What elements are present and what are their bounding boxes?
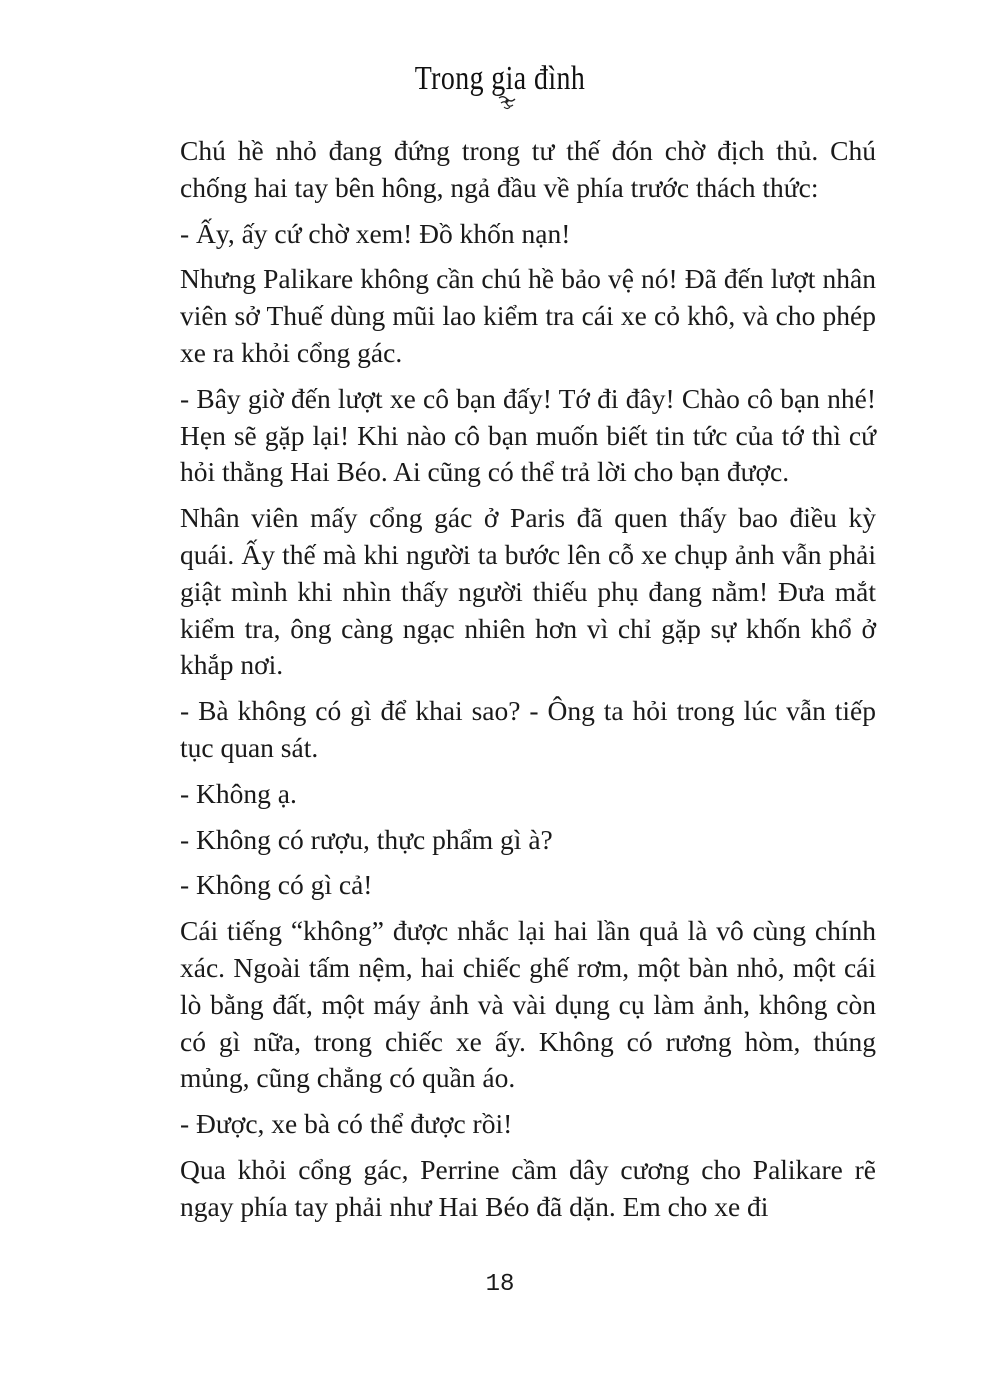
paragraph: Nhân viên mấy cổng gác ở Paris đã quen thấy bao điều kỳ quái. Ấy thế mà khi người ta bước lên cỗ xe chụp ảnh vẫn phải giật mình khi nhìn thấy người thiếu phụ đang nằm! Đưa mắt kiểm tra, ông càng ngạc nhiên hơn vì chỉ gặp sự khốn khổ ở khắp nơi. (180, 502, 876, 681)
paragraph: Qua khỏi cổng gác, Perrine cầm dây cương cho Palikare rẽ ngay phía tay phải như Hai Béo đã dặn. Em cho xe đi (180, 1153, 876, 1222)
body-text (180, 133, 876, 1235)
running-header (0, 60, 1000, 98)
dialog-line: - Ấy, ấy cứ chờ xem! Đồ khốn nạn! (180, 217, 571, 249)
paragraph: Chú hề nhỏ đang đứng trong tư thế đón chờ địch thủ. Chú chống hai tay bên hông, ngả đầu về phía trước thách thức: (180, 135, 876, 203)
dialog-line: - Không ạ. (180, 777, 297, 809)
dialog-paragraph: - Bà không có gì để khai sao? - Ông ta hỏi trong lúc vẫn tiếp tục quan sát. (180, 695, 876, 763)
dialog-line: - Không có gì cả! (180, 869, 373, 901)
dialog-line: - Được, xe bà có thể được rồi! (180, 1108, 513, 1140)
dialog-paragraph: - Bây giờ đến lượt xe cô bạn đấy! Tớ đi đây! Chào cô bạn nhé! Hẹn sẽ gặp lại! Khi nào cô bạn muốn biết tin tức của tớ thì cứ hỏi thằng Hai Béo. Ai cũng có thể trả lời cho bạn được. (180, 382, 876, 488)
chapter-title: Trong gia đình (414, 60, 586, 97)
dialog-line: - Không có rượu, thực phẩm gì à? (180, 823, 553, 855)
paragraph: Cái tiếng “không” được nhắc lại hai lần quả là vô cùng chính xác. Ngoài tấm nệm, hai chiếc ghế rơm, một bàn nhỏ, một cái lò bằng đất, một máy ảnh và vài dụng cụ làm ảnh, không còn có gì nữa, trong chiếc xe ấy. Không có rương hòm, thúng mủng, cũng chẳng có quần áo. (180, 915, 876, 1094)
flourish-ornament-icon (497, 95, 517, 111)
page-number: 18 (485, 1271, 515, 1298)
paragraph: Nhưng Palikare không cần chú hề bảo vệ nó! Đã đến lượt nhân viên sở Thuế dùng mũi lao kiểm tra cái xe cỏ khô, và cho phép xe ra khỏi cổng gác. (180, 263, 876, 368)
